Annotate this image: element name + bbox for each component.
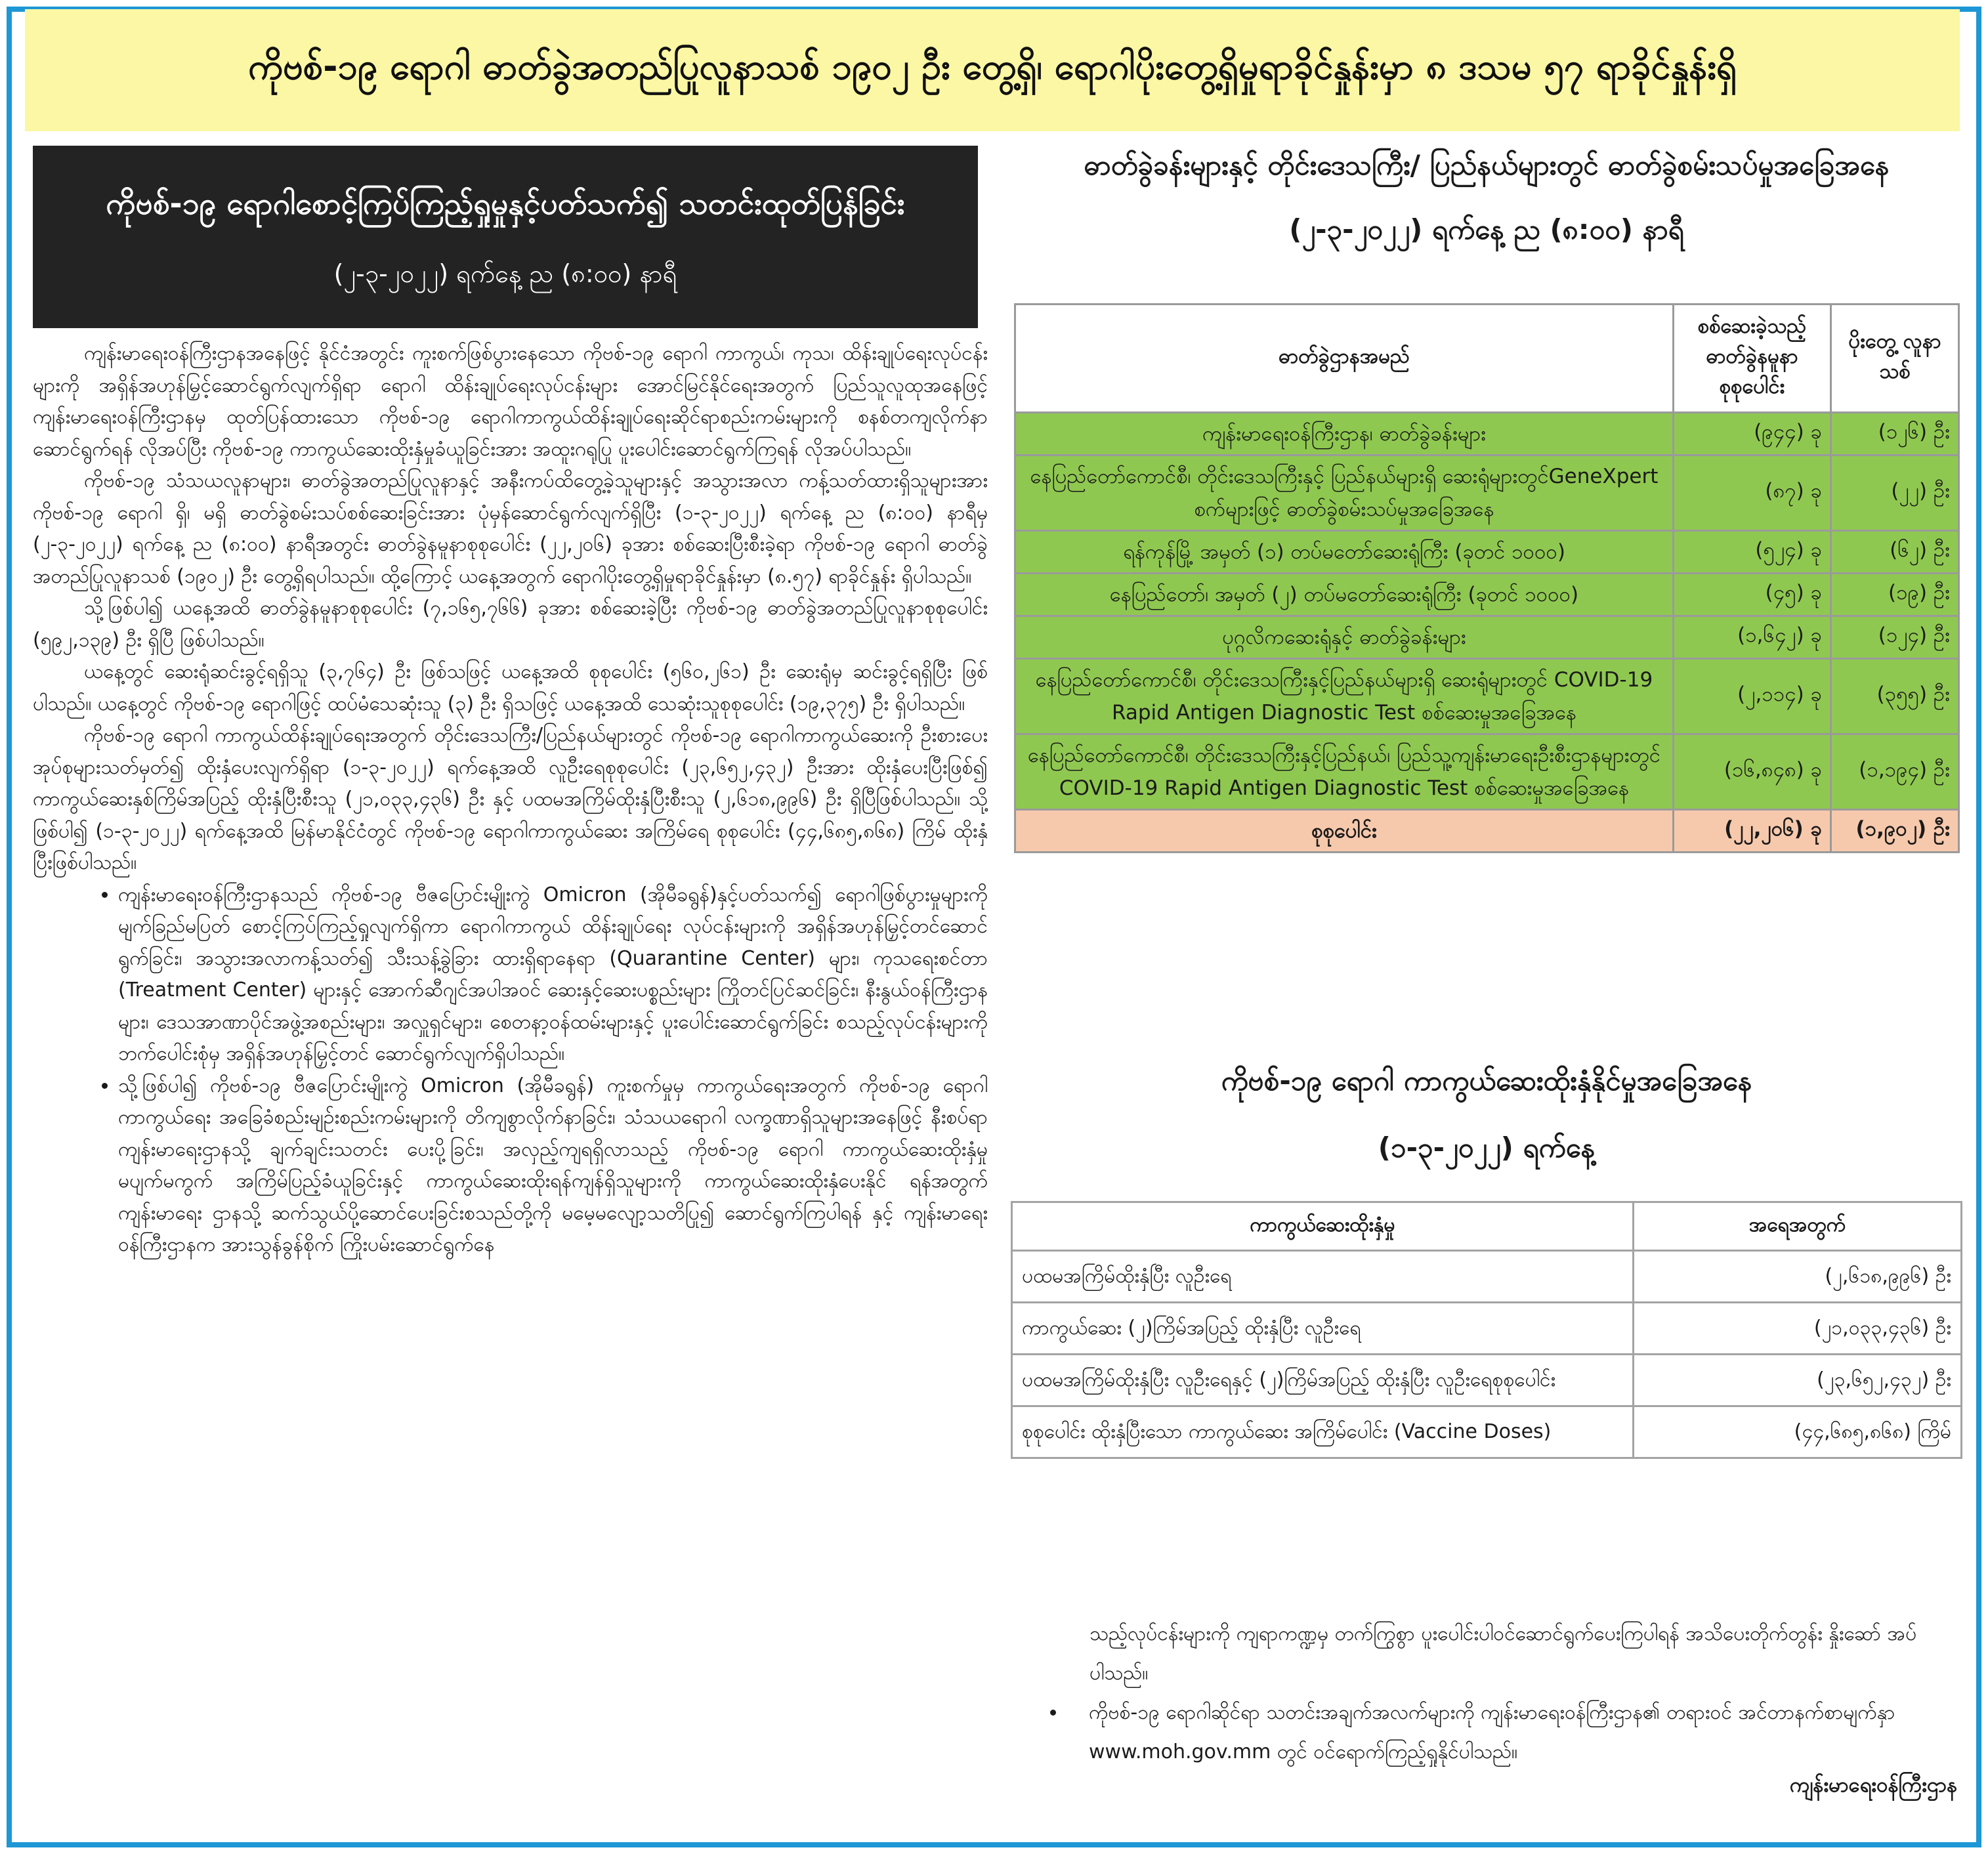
paragraph: ကိုဗစ်-၁၉ ရောဂါ ကာကွယ်ထိန်းချုပ်ရေးအတွက် တိုင်းဒေသကြီး/ပြည်နယ်များတွင် ကိုဗစ်-၁၉ ရောဂါကာကွယ်ဆေးကို ဦးစားပေးအုပ်စုများသတ်မှတ်၍ ထိုးနှံပေးလျက်ရှိရာ (၁-၃-၂၀၂၂) ရက်နေ့အထိ လူဦးရေစုစုပေါင်း (၂၃,၆၅၂,၄၃၂) ဦးအား ထိုးနှံပေးပြီးဖြစ်၍ ကာကွယ်ဆေးနှစ်ကြိမ်အပြည့် ထိုးနှံပြီးစီးသူ (၂၁,၀၃၃,၄၃၆) ဦး နှင့် ပထမအကြိမ်ထိုးနှံပြီးစီးသူ (၂,၆၁၈,၉၉၆) ဦး ရှိပြီဖြစ်ပါသည်။ သို့ဖြစ်ပါ၍ (၁-၃-၂၀၂၂) ရက်နေ့အထိ မြန်မာနိုင်ငံတွင် ကိုဗစ်-၁၉ ရောဂါကာကွယ်ဆေး အကြိမ်ရေ စုစုပေါင်း (၄၄,၆၈၅,၈၆၈) ကြိမ် ထိုးနှံပြီးဖြစ်ပါသည်။	[33, 724, 988, 874]
press-release-title: ကိုဗစ်-၁၉ ရောဂါစောင့်ကြပ်ကြည့်ရှုမှုနှင့်ပတ်သက်၍ သတင်းထုတ်ပြန်ခြင်း	[106, 186, 905, 221]
table-row	[1012, 1406, 1962, 1458]
positive-count: (၁၂၄) ဦး	[1831, 616, 1959, 659]
headline: ကိုဗစ်-၁၉ ရောဂါ ဓာတ်ခွဲအတည်ပြုလူနာသစ် ၁၉၀၂ ဦး တွေ့ရှိ၊ ရောဂါပိုးတွေ့ရှိမှုရာခိုင်နှုန်းမှာ ၈ ဒသမ ၅၇ ရာခိုင်နှုန်းရှိ	[25, 9, 1960, 131]
table-row	[1015, 455, 1959, 531]
vaccine-value: (၂,၆၁၈,၉၉၆) ဦး	[1634, 1251, 1962, 1303]
lab-name: နေပြည်တော်၊ အမှတ် (၂) တပ်မတော်ဆေးရုံကြီး (ခုတင် ၁၀၀၀)	[1015, 574, 1674, 616]
tests-count: (၅၂၄) ခု	[1674, 531, 1831, 574]
tests-count: (၄၅) ခု	[1674, 574, 1831, 616]
positive-count: (၆၂) ဦး	[1831, 531, 1959, 574]
paragraph: ကျန်းမာရေးဝန်ကြီးဌာနအနေဖြင့် နိုင်ငံအတွင်း ကူးစက်ဖြစ်ပွားနေသော ကိုဗစ်-၁၉ ရောဂါ ကာကွယ်၊ ကုသ၊ ထိန်းချုပ်ရေးလုပ်ငန်းများကို အရှိန်အဟုန်မြှင့်ဆောင်ရွက်လျက်ရှိရာ ရောဂါ ထိန်းချုပ်ရေးလုပ်ငန်းများ အောင်မြင်နိုင်ရေးအတွက် ပြည်သူလူထုအနေဖြင့် ကျန်းမာရေးဝန်ကြီးဌာနမှ ထုတ်ပြန်ထားသော ကိုဗစ်-၁၉ ရောဂါကာကွယ်ထိန်းချုပ်ရေးဆိုင်ရာစည်းကမ်းများကို စနစ်တကျလိုက်နာဆောင်ရွက်ရန် လိုအပ်ပြီး ကိုဗစ်-၁၉ ကာကွယ်ဆေးထိုးနှံမှုခံယူခြင်းအား အထူးဂရုပြု ပူးပေါင်းဆောင်ရွက်ကြရန် လိုအပ်ပါသည်။	[33, 342, 988, 461]
tests-count: (၉၄၄) ခု	[1674, 413, 1831, 455]
lab-tests-table	[1014, 303, 1960, 853]
tests-count: (၁၆,၈၄၈) ခု	[1674, 734, 1831, 810]
table-header-row	[1015, 305, 1959, 413]
lab-name: နေပြည်တော်ကောင်စီ၊ တိုင်းဒေသကြီးနှင့်ပြည်နယ်၊ ပြည်သူ့ကျန်းမာရေးဦးစီးဌာနများတွင် COVID-19 Rapid Antigen Diagnostic Test စစ်ဆေးမှုအခြေအနေ	[1015, 734, 1674, 810]
lab-name: ပုဂ္ဂလိကဆေးရုံနှင့် ဓာတ်ခွဲခန်းများ	[1015, 616, 1674, 659]
continuation-paragraph: သည့်လုပ်ငန်းများကို ကျရာကဏ္ဍမှ တက်ကြွစွာ ပူးပေါင်းပါဝင်ဆောင်ရွက်ပေးကြပါရန် အသိပေးတိုက်တွန်း နှိုးဆော် အပ်ပါသည်။	[1089, 1622, 1917, 1685]
positive-count: (၃၅၅) ဦး	[1831, 659, 1959, 734]
bullet-item: • ကိုဗစ်-၁၉ ရောဂါဆိုင်ရာ သတင်းအချက်အလက်များကို ကျန်းမာရေးဝန်ကြီးဌာန၏ တရားဝင် အင်တာနက်စာမျက်နှာ www.moh.gov.mm တွင် ဝင်ရောက်ကြည့်ရှုနိုင်ပါသည်။	[1067, 1693, 1959, 1772]
lab-name: ကျန်းမာရေးဝန်ကြီးဌာန၊ ဓာတ်ခွဲခန်းများ	[1015, 413, 1674, 455]
column-header: ပိုးတွေ့ လူနာသစ်	[1831, 305, 1959, 413]
bullet-item: • ကျန်းမာရေးဝန်ကြီးဌာနသည် ကိုဗစ်-၁၉ ဗီဇပြောင်းမျိုးကွဲ Omicron (အိုမီခရွန်)နှင့်ပတ်သက်၍ ရောဂါဖြစ်ပွားမှုများကို မျက်ခြည်မပြတ် စောင့်ကြပ်ကြည့်ရှုလျက်ရှိကာ ရောဂါကာကွယ် ထိန်းချုပ်ရေး လုပ်ငန်းများကို အရှိန်အဟုန်မြှင့်တင်ဆောင်ရွက်ခြင်း၊ အသွားအလာကန့်သတ်၍ သီးသန့်ခွဲခြား ထားရှိရာနေရာ (Quarantine Center) များ၊ ကုသရေးစင်တာ (Treatment Center) များနှင့် အောက်ဆီဂျင်အပါအဝင် ဆေးနှင့်ဆေးပစ္စည်းများ ကြိုတင်ပြင်ဆင်ခြင်း၊ နီးနွယ်ဝန်ကြီးဌာနများ၊ ဒေသအာဏာပိုင်အဖွဲ့အစည်းများ၊ အလှူရှင်များ၊ စေတနာ့ဝန်ထမ်းများနှင့် ပူးပေါင်းဆောင်ရွက်ခြင်း စသည့်လုပ်ငန်းများကို ဘက်ပေါင်းစုံမှ အရှိန်အဟုန်မြှင့်တင် ဆောင်ရွက်လျက်ရှိပါသည်။	[118, 879, 988, 1070]
positive-count: (၁,၁၉၄) ဦး	[1831, 734, 1959, 810]
total-label: စုစုပေါင်း	[1015, 810, 1674, 853]
vaccine-label: ပထမအကြိမ်ထိုးနှံပြီး လူဦးရေ	[1012, 1251, 1634, 1303]
paragraph: သို့ဖြစ်ပါ၍ ယနေ့အထိ ဓာတ်ခွဲနမူနာစုစုပေါင်း (၇,၁၆၅,၇၆၆) ခုအား စစ်ဆေးခဲ့ပြီး ကိုဗစ်-၁၉ ဓာတ်ခွဲအတည်ပြုလူနာစုစုပေါင်း (၅၉၂,၁၃၉) ဦး ရှိပြီ ဖြစ်ပါသည်။	[33, 597, 988, 652]
positive-count: (၂၂) ဦး	[1831, 455, 1959, 531]
lab-name: ရန်ကုန်မြို့ အမှတ် (၁) တပ်မတော်ဆေးရုံကြီး (ခုတင် ၁၀၀၀)	[1015, 531, 1674, 574]
bullet-item: • သို့ဖြစ်ပါ၍ ကိုဗစ်-၁၉ ဗီဇပြောင်းမျိုးကွဲ Omicron (အိုမီခရွန်) ကူးစက်မှုမှ ကာကွယ်ရေးအတွက် ကိုဗစ်-၁၉ ရောဂါကာကွယ်ရေး အခြေခံစည်းမျဉ်းစည်းကမ်းများကို တိကျစွာလိုက်နာခြင်း၊ သံသယရောဂါ လက္ခဏာရှိသူများအနေဖြင့် နီးစပ်ရာကျန်းမာရေးဌာနသို့ ချက်ချင်းသတင်း ပေးပို့ခြင်း၊ အလှည့်ကျရရှိလာသည့် ကိုဗစ်-၁၉ ရောဂါ ကာကွယ်ဆေးထိုးနှံမှု မပျက်မကွက် အကြိမ်ပြည့်ခံယူခြင်းနှင့် ကာကွယ်ဆေးထိုးရန်ကျန်ရှိသူများကို ကာကွယ်ဆေးထိုးနှံပေးနိုင် ရန်အတွက် ကျန်းမာရေး ဌာနသို့ ဆက်သွယ်ပို့ဆောင်ပေးခြင်းစသည်တို့ကို မမေ့မလျော့သတိပြု၍ ဆောင်ရွက်ကြပါရန် နှင့် ကျန်းမာရေးဝန်ကြီးဌာနက အားသွန်ခွန်စိုက် ကြိုးပမ်းဆောင်ရွက်နေ	[118, 1070, 988, 1261]
table-row	[1012, 1303, 1962, 1355]
vaccine-section-heading	[1001, 1063, 1972, 1171]
table-row	[1015, 413, 1959, 455]
vaccine-table	[1011, 1201, 1962, 1459]
paragraph: ယနေ့တွင် ဆေးရုံဆင်းခွင့်ရရှိသူ (၃,၇၆၄) ဦး ဖြစ်သဖြင့် ယနေ့အထိ စုစုပေါင်း (၅၆၀,၂၆၁) ဦး ဆေးရုံမှ ဆင်းခွင့်ရရှိပြီး ဖြစ်ပါသည်။ ယနေ့တွင် ကိုဗစ်-၁၉ ရောဂါဖြင့် ထပ်မံသေဆုံးသူ (၃) ဦး ရှိသဖြင့် ယနေ့အထိ သေဆုံးသူစုစုပေါင်း (၁၉,၃၇၅) ဦး ရှိပါသည်။	[33, 660, 988, 715]
positive-count: (၁၉) ဦး	[1831, 574, 1959, 616]
right-footer	[1037, 1614, 1959, 1772]
press-release-title-box	[33, 146, 978, 328]
lab-section-title: ဓာတ်ခွဲခန်းများနှင့် တိုင်းဒေသကြီး/ ပြည်နယ်များတွင် ဓာတ်ခွဲစမ်းသပ်မှုအခြေအနေ	[1084, 149, 1890, 181]
vaccine-label: စုစုပေါင်း ထိုးနှံပြီးသော ကာကွယ်ဆေး အကြိမ်ပေါင်း (Vaccine Doses)	[1012, 1406, 1634, 1458]
total-positive: (၁,၉၀၂) ဦး	[1831, 810, 1959, 853]
table-row	[1012, 1251, 1962, 1303]
table-row	[1015, 659, 1959, 734]
vaccine-label: ပထမအကြိမ်ထိုးနှံပြီး လူဦးရေနှင့် (၂)ကြိမ်အပြည့် ထိုးနှံပြီး လူဦးရေစုစုပေါင်း	[1012, 1355, 1634, 1406]
lab-name: နေပြည်တော်ကောင်စီ၊ တိုင်းဒေသကြီးနှင့် ပြည်နယ်များရှိ ဆေးရုံများတွင်GeneXpert စက်များဖြင့် ဓာတ်ခွဲစမ်းသပ်မှုအခြေအနေ	[1015, 455, 1674, 531]
vaccine-value: (၂၃,၆၅၂,၄၃၂) ဦး	[1634, 1355, 1962, 1406]
total-tests: (၂၂,၂၀၆) ခု	[1674, 810, 1831, 853]
vaccine-label: ကာကွယ်ဆေး (၂)ကြိမ်အပြည့် ထိုးနှံပြီး လူဦးရေ	[1012, 1303, 1634, 1355]
column-header: ကာကွယ်ဆေးထိုးနှံမှု	[1012, 1202, 1634, 1251]
vaccine-value: (၄၄,၆၈၅,၈၆၈) ကြိမ်	[1634, 1406, 1962, 1458]
paragraph: ကိုဗစ်-၁၉ သံသယလူနာများ၊ ဓာတ်ခွဲအတည်ပြုလူနာနှင့် အနီးကပ်ထိတွေ့ခဲ့သူများနှင့် အသွားအလာ ကန့်သတ်ထားရှိသူများအား ကိုဗစ်-၁၉ ရောဂါ ရှိ၊ မရှိ ဓာတ်ခွဲစမ်းသပ်စစ်ဆေးခြင်းအား ပုံမှန်ဆောင်ရွက်လျက်ရှိပြီး (၁-၃-၂၀၂၂) ရက်နေ့ ည (၈:၀၀) နာရီမှ (၂-၃-၂၀၂၂) ရက်နေ့ ည (၈:၀၀) နာရီအတွင်း ဓာတ်ခွဲနမူနာစုစုပေါင်း (၂၂,၂၀၆) ခုအား စစ်ဆေးပြီးစီးခဲ့ရာ ကိုဗစ်-၁၉ ရောဂါ ဓာတ်ခွဲအတည်ပြုလူနာသစ် (၁၉၀၂) ဦး တွေ့ရှိရပါသည်။ ထို့ကြောင့် ယနေ့အတွက် ရောဂါပိုးတွေ့ရှိမှုရာခိုင်နှုန်းမှာ (၈.၅၇) ရာခိုင်နှုန်း ရှိပါသည်။	[33, 469, 988, 588]
vaccine-value: (၂၁,၀၃၃,၄၃၆) ဦး	[1634, 1303, 1962, 1355]
column-header: စစ်ဆေးခဲ့သည့် ဓာတ်ခွဲနမူနာ စုစုပေါင်း	[1674, 305, 1831, 413]
lab-section-heading	[1001, 148, 1972, 253]
bullet-list	[33, 879, 988, 1261]
press-release-date: (၂-၃-၂၀၂၂) ရက်နေ့ ည (၈:၀၀) နာရီ	[333, 259, 677, 288]
signature: ကျန်းမာရေးဝန်ကြီးဌာန	[1790, 1773, 1957, 1797]
lab-name: နေပြည်တော်ကောင်စီ၊ တိုင်းဒေသကြီးနှင့်ပြည်နယ်များရှိ ဆေးရုံများတွင် COVID-19 Rapid Antigen Diagnostic Test စစ်ဆေးမှုအခြေအနေ	[1015, 659, 1674, 734]
tests-count: (၈၇) ခု	[1674, 455, 1831, 531]
table-row	[1015, 574, 1959, 616]
positive-count: (၁၂၆) ဦး	[1831, 413, 1959, 455]
table-header-row	[1012, 1202, 1962, 1251]
vaccine-section-title: ကိုဗစ်-၁၉ ရောဂါ ကာကွယ်ဆေးထိုးနှံနိုင်မှုအခြေအနေ	[1221, 1064, 1752, 1097]
table-row	[1015, 531, 1959, 574]
lab-section-date: (၂-၃-၂၀၂၂) ရက်နေ့ ည (၈:၀၀) နာရီ	[1289, 213, 1684, 245]
table-row	[1015, 616, 1959, 659]
vaccine-section-date: (၁-၃-၂၀၂၂) ရက်နေ့	[1378, 1131, 1596, 1164]
table-row	[1015, 734, 1959, 810]
article-body	[33, 338, 988, 1821]
bullet-list	[1037, 1693, 1959, 1772]
table-row	[1012, 1355, 1962, 1406]
total-row	[1015, 810, 1959, 853]
column-header: အရေအတွက်	[1634, 1202, 1962, 1251]
tests-count: (၁,၆၄၂) ခု	[1674, 616, 1831, 659]
column-header: ဓာတ်ခွဲဌာနအမည်	[1015, 305, 1674, 413]
tests-count: (၂,၁၁၄) ခု	[1674, 659, 1831, 734]
